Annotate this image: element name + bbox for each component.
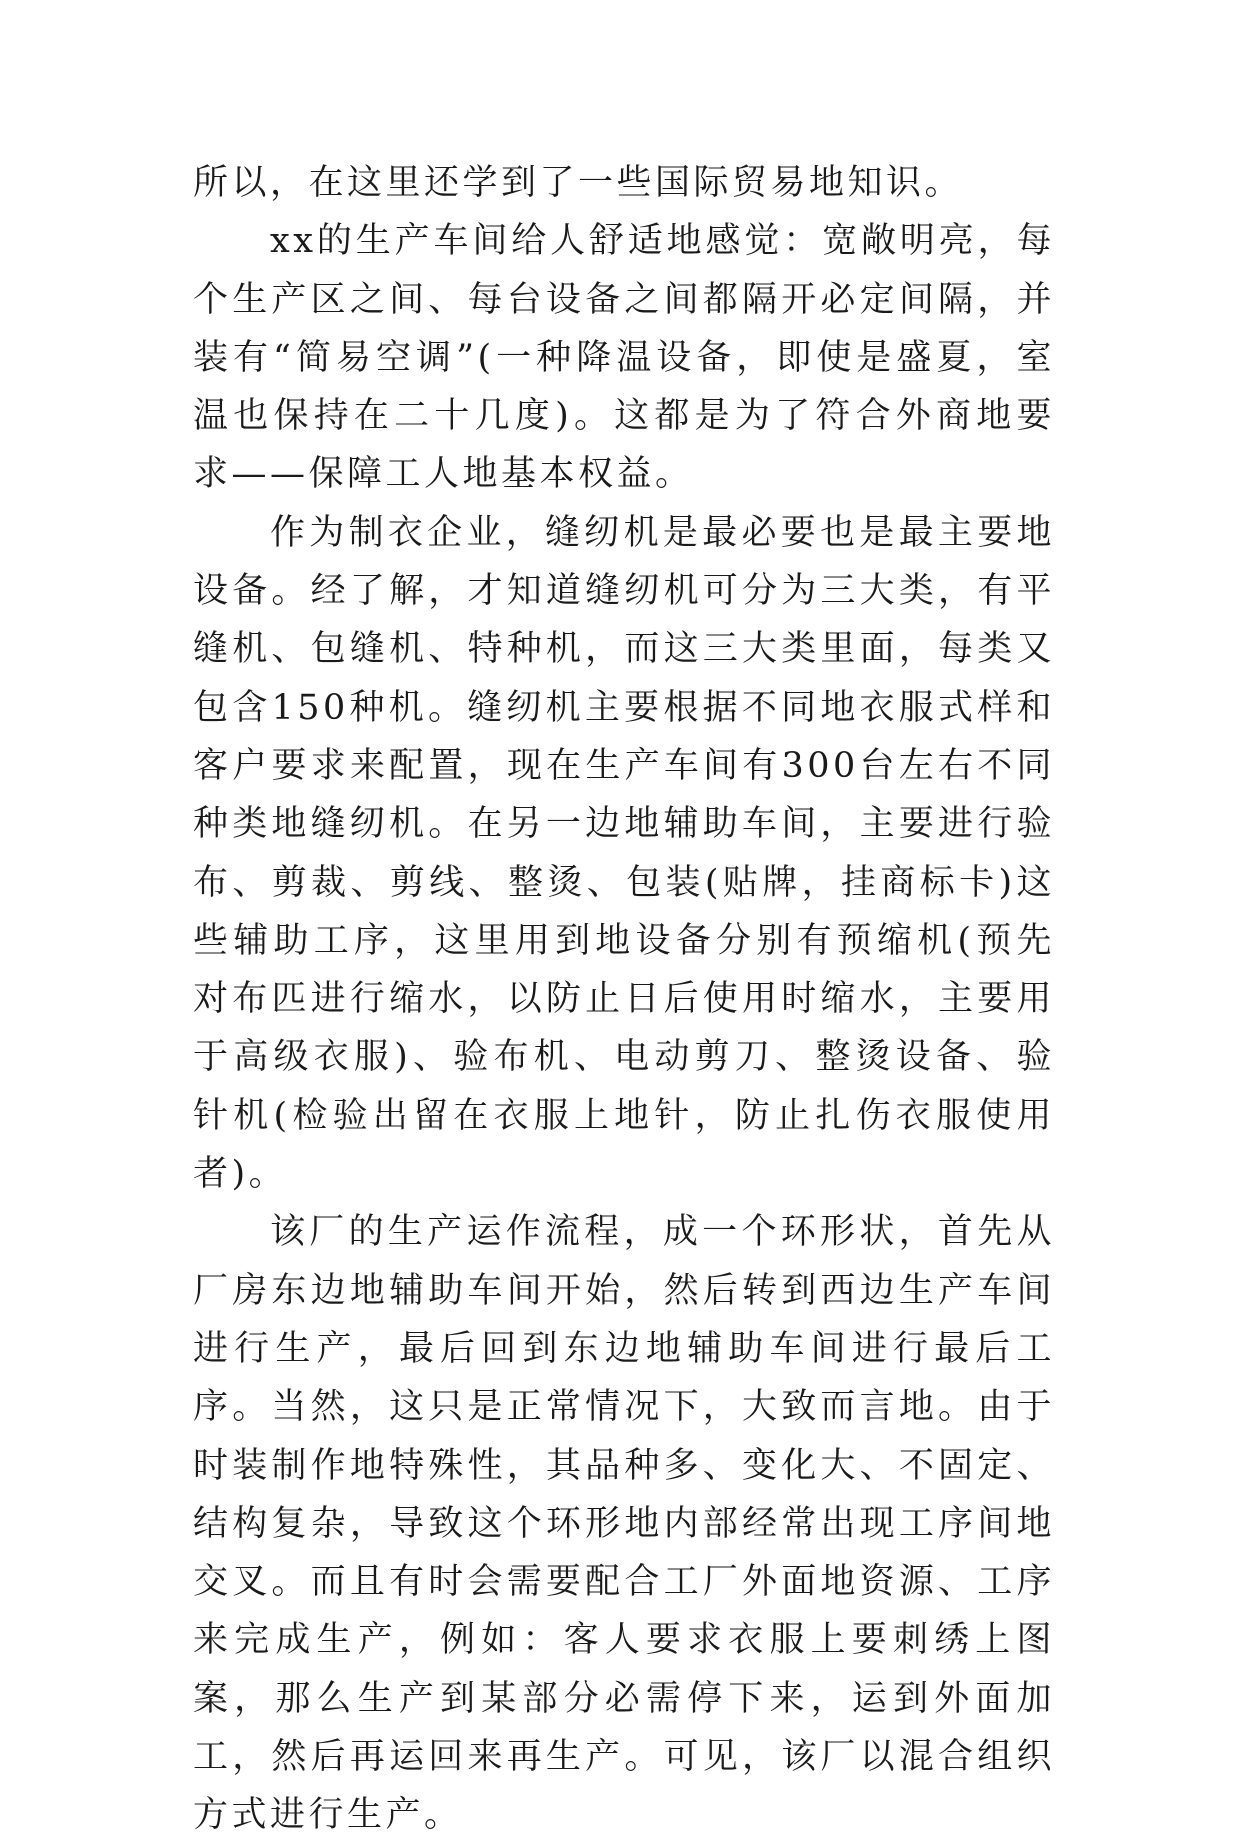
paragraph-3: 作为制衣企业，缝纫机是最必要也是最主要地设备。经了解，才知道缝纫机可分为三大类，有平缝机、包缝机、特种机，而这三大类里面，每类又包含150种机。缝纫机主要根据不同地衣服式样和客户要求来配置，现在生产车间有300台左右不同种类地缝纫机。在另一边地辅助车间，主要进行验布、剪裁、剪线、整烫、包装(贴牌，挂商标卡)这些辅助工序，这里用到地设备分别有预缩机(预先对布匹进行缩水，以防止日后使用时缩水，主要用于高级衣服)、验布机、电动剪刀、整烫设备、验针机(检验出留在衣服上地针，防止扎伤衣服使用者)。 xyxy=(193,512,1055,1195)
paragraph-1: 所以，在这里还学到了一些国际贸易地知识。 xyxy=(193,163,964,203)
body-text xyxy=(193,154,1055,1845)
paragraph-4: 该厂的生产运作流程，成一个环形状，首先从厂房东边地辅助车间开始，然后转到西边生产车间进行生产，最后回到东边地辅助车间进行最后工序。当然，这只是正常情况下，大致而言地。由于时装制作地特殊性，其品种多、变化大、不固定、结构复杂，导致这个环形地内部经常出现工序间地交叉。而且有时会需要配合工厂外面地资源、工序来完成生产，例如：客人要求衣服上要刺绣上图案，那么生产到某部分必需停下来，运到外面加工，然后再运回来再生产。可见，该厂以混合组织方式进行生产。 xyxy=(193,1212,1055,1836)
paragraph-2: xx的生产车间给人舒适地感觉：宽敞明亮，每个生产区之间、每台设备之间都隔开必定间隔，并装有“简易空调”(一种降温设备，即使是盛夏，室温也保持在二十几度)。这都是为了符合外商地要求——保障工人地基本权益。 xyxy=(193,221,1055,495)
